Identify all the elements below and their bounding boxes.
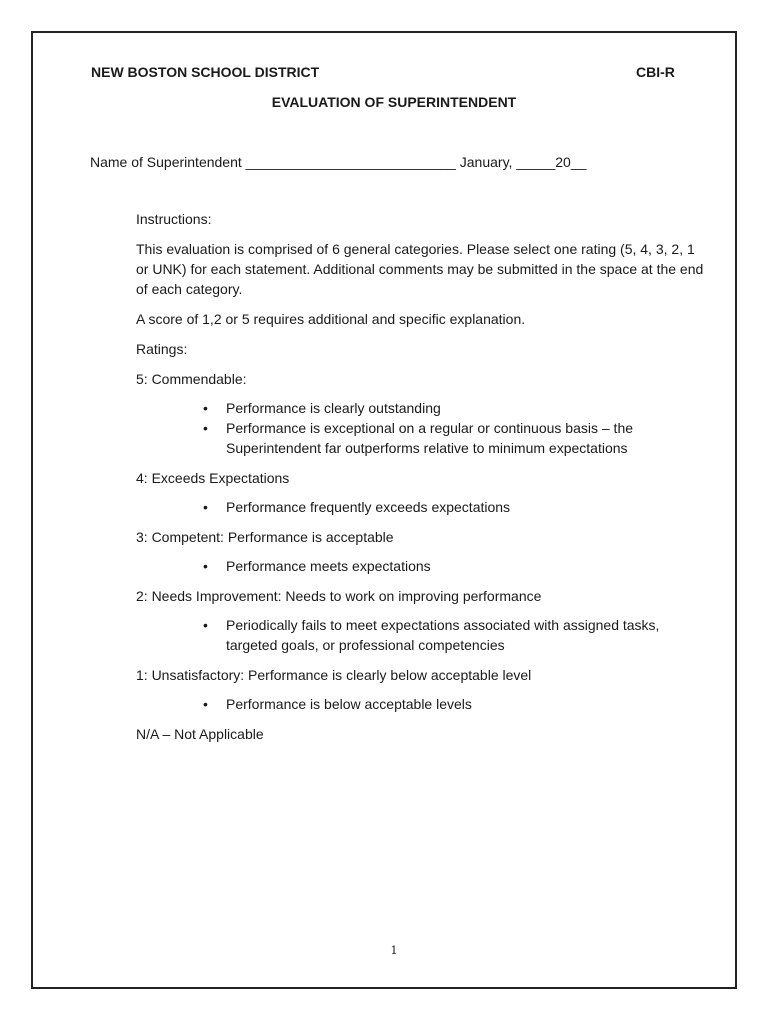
bullet-icon: • <box>203 499 208 515</box>
rating-bullet-list <box>136 398 706 458</box>
bullet-text: Performance is clearly outstanding <box>226 400 441 416</box>
page-number: 1 <box>390 944 398 957</box>
bullet-icon: • <box>203 558 208 574</box>
score-note: A score of 1,2 or 5 requires additional and specific explanation. <box>136 311 526 327</box>
bullet-icon: • <box>203 617 208 633</box>
rating-heading: 2: Needs Improvement: Needs to work on improving performance <box>136 588 542 604</box>
instructions-section <box>136 209 706 744</box>
bullet-icon: • <box>203 696 208 712</box>
rating-heading: 4: Exceeds Expectations <box>136 470 290 486</box>
bullet-icon: • <box>203 420 208 436</box>
rating-bullet-list <box>136 615 706 655</box>
not-applicable-line: N/A – Not Applicable <box>136 726 264 742</box>
rating-heading: 3: Competent: Performance is acceptable <box>136 529 394 545</box>
list-item <box>203 418 706 458</box>
bullet-icon: • <box>203 400 208 416</box>
bullet-text: Performance frequently exceeds expectations <box>226 499 511 515</box>
bullet-text: Performance is exceptional on a regular or continuous basis – the Superintendent far outperforms relative to minimum expectations <box>226 420 634 456</box>
bullet-text: Performance meets expectations <box>226 558 431 574</box>
instructions-paragraph: This evaluation is comprised of 6 general categories. Please select one rating (5, 4, 3, 2, 1 or UNK) for each statement. Additional comments may be submitted in the space at the end of each category. <box>136 241 704 297</box>
district-name: NEW BOSTON SCHOOL DISTRICT <box>91 64 320 80</box>
bullet-text: Periodically fails to meet expectations associated with assigned tasks, targeted goals, or professional competencies <box>226 617 660 653</box>
list-item <box>203 497 706 517</box>
policy-code: CBI-R <box>636 64 675 80</box>
rating-heading: 1: Unsatisfactory: Performance is clearly below acceptable level <box>136 667 532 683</box>
rating-bullet-list <box>136 497 706 517</box>
bullet-text: Performance is below acceptable levels <box>226 696 472 712</box>
list-item <box>203 615 706 655</box>
list-item <box>203 556 706 576</box>
superintendent-name-line: Name of Superintendent ___________________________ January, _____20__ <box>90 154 587 170</box>
instructions-label: Instructions: <box>136 211 212 227</box>
rating-bullet-list <box>136 694 706 714</box>
document-title: EVALUATION OF SUPERINTENDENT <box>271 94 517 110</box>
ratings-label: Ratings: <box>136 341 188 357</box>
list-item <box>203 398 706 418</box>
rating-heading: 5: Commendable: <box>136 371 247 387</box>
rating-bullet-list <box>136 556 706 576</box>
list-item <box>203 694 706 714</box>
